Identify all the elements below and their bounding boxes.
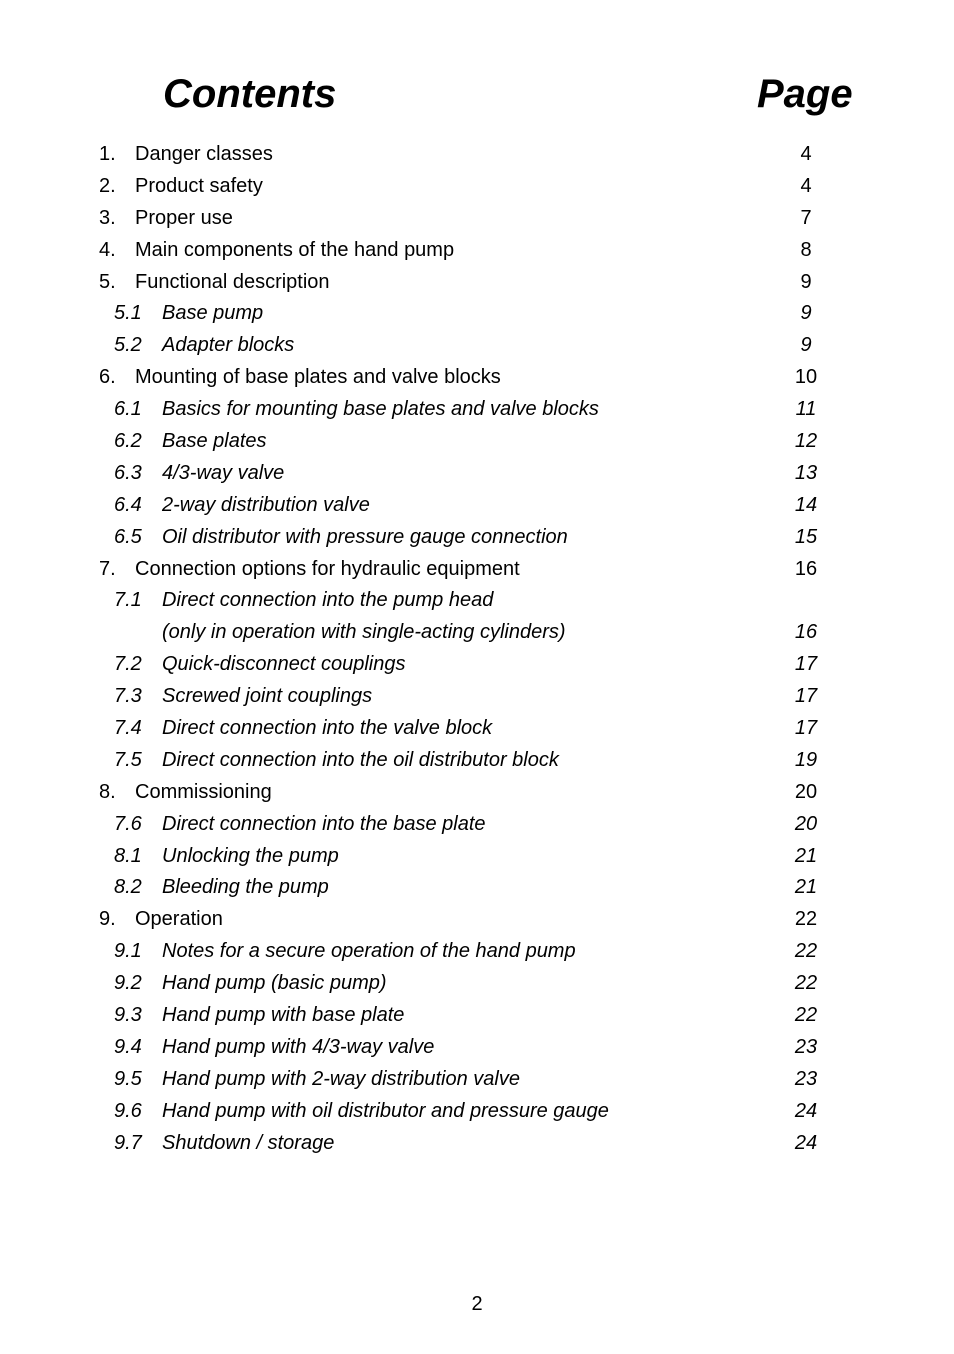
toc-entry-number: 2. (99, 174, 116, 197)
toc-entry-title: Hand pump with 4/3-way valve (162, 1035, 435, 1058)
toc-entry-title: Proper use (135, 206, 233, 229)
toc-entry (0, 394, 954, 426)
toc-entry (0, 1128, 954, 1160)
toc-entry-title: Shutdown / storage (162, 1131, 335, 1154)
contents-heading: Contents (163, 72, 337, 116)
toc-entry (0, 490, 954, 522)
toc-entry-page: 22 (794, 1004, 818, 1027)
toc-entry-title: Hand pump with base plate (162, 1004, 405, 1027)
toc-entry-number: 9.6 (114, 1099, 142, 1122)
toc-entry-page: 21 (794, 876, 818, 899)
page-column-heading: Page (757, 72, 853, 116)
toc-entry-number: 7. (99, 557, 116, 580)
toc-entry (0, 809, 954, 841)
toc-entry-page: 17 (794, 717, 818, 740)
toc-entry-page: 16 (794, 557, 818, 580)
toc-entry-title: Product safety (135, 174, 263, 197)
toc-entry-page: 23 (794, 1035, 818, 1058)
toc-entry (0, 522, 954, 554)
toc-entry (0, 235, 954, 267)
toc-entry-number: 3. (99, 206, 116, 229)
toc-entry (0, 713, 954, 745)
toc-entry-title: 2-way distribution valve (162, 493, 370, 516)
toc-entry-number: 9.1 (114, 940, 142, 963)
toc-entry-page: 22 (794, 940, 818, 963)
toc-entry (0, 1096, 954, 1128)
toc-entry (0, 362, 954, 394)
toc-entry-title: 4/3-way valve (162, 461, 285, 484)
toc-entry-page: 12 (794, 430, 818, 453)
toc-entry (0, 585, 954, 617)
toc-entry-title: Basics for mounting base plates and valve blocks (162, 398, 599, 421)
toc-entry-title: Screwed joint couplings (162, 685, 373, 708)
toc-entry-number: 9.7 (114, 1131, 142, 1154)
toc-entry-number: 5. (99, 270, 116, 293)
toc-entry-number: 9.3 (114, 1004, 142, 1027)
toc-entry-number: 6.2 (114, 430, 142, 453)
toc-entry-number: 7.5 (114, 748, 142, 771)
toc-entry-page: 24 (794, 1099, 818, 1122)
toc-entry-title: Base pump (162, 302, 264, 325)
toc-entry-title: Connection options for hydraulic equipment (135, 557, 520, 580)
toc-entry (0, 872, 954, 904)
toc-entry (0, 777, 954, 809)
toc-entry-number: 4. (99, 238, 116, 261)
toc-entry (0, 298, 954, 330)
toc-entry-number: 5.2 (114, 334, 142, 357)
toc-entry (0, 1032, 954, 1064)
toc-entry-number: 9. (99, 908, 116, 931)
toc-entry (0, 330, 954, 362)
toc-entry-number: 9.4 (114, 1035, 142, 1058)
toc-entry-page: 19 (794, 748, 818, 771)
toc-entry (0, 171, 954, 203)
toc-entry-title: Mounting of base plates and valve blocks (135, 366, 501, 389)
toc-entry (0, 841, 954, 873)
toc-entry-number: 7.1 (114, 589, 142, 612)
toc-entry-title: Danger classes (135, 143, 273, 165)
toc-entry-page: 15 (794, 525, 818, 548)
toc-entry-title: Direct connection into the valve block (162, 717, 493, 740)
toc-entry-page: 8 (800, 238, 812, 261)
toc-entry-page: 9 (800, 334, 812, 357)
toc-entry-page: 17 (794, 653, 818, 676)
toc-entry-title: Direct connection into the pump head (162, 589, 494, 612)
toc-entry-number: 7.2 (114, 653, 142, 676)
toc-entry-title: (only in operation with single-acting cylinders) (162, 621, 566, 644)
toc-entry-title: Hand pump with 2-way distribution valve (162, 1067, 520, 1090)
toc-entry (0, 458, 954, 490)
toc-entry (0, 267, 954, 299)
toc-entry (0, 139, 954, 171)
toc-entry-number: 6.5 (114, 525, 142, 548)
toc-entry-number: 5.1 (114, 302, 142, 325)
toc-entry-page: 21 (794, 844, 818, 867)
toc-entry-number: 7.3 (114, 685, 142, 708)
toc-entry-title: Main components of the hand pump (135, 238, 455, 261)
toc-entry-page: 16 (794, 621, 818, 644)
toc-entry-title: Adapter blocks (162, 334, 295, 357)
toc-entry-title: Hand pump (basic pump) (162, 972, 387, 995)
toc-entry-page: 11 (795, 398, 817, 421)
toc-entry-number: 9.2 (114, 972, 142, 995)
toc-entry-title: Quick-disconnect couplings (162, 653, 406, 676)
toc-entry (0, 681, 954, 713)
toc-entry-title: Operation (135, 908, 223, 931)
toc-entry (0, 1064, 954, 1096)
toc-entry-number: 7.6 (114, 812, 142, 835)
toc-entry-title: Commissioning (135, 780, 272, 803)
toc-entry-number: 6. (99, 366, 116, 389)
toc-entry-title: Base plates (162, 430, 267, 453)
toc-entry-number: 6.3 (114, 461, 142, 484)
toc-entry (0, 203, 954, 235)
toc-entry-page: 20 (794, 780, 818, 803)
toc-entry (0, 426, 954, 458)
toc-entry (0, 968, 954, 1000)
toc-entry (0, 649, 954, 681)
toc-entry-page: 9 (800, 270, 812, 293)
toc-entry-number: 6.1 (114, 398, 142, 421)
toc-entry-page: 14 (794, 493, 818, 516)
toc-entry-page: 13 (794, 461, 818, 484)
toc-entry (0, 936, 954, 968)
toc-entry-number: 7.4 (114, 717, 142, 740)
toc-entry (0, 1000, 954, 1032)
toc-entry (0, 617, 954, 649)
table-of-contents (0, 139, 954, 1160)
toc-entry-page: 23 (794, 1067, 818, 1090)
toc-entry-page: 24 (794, 1131, 818, 1154)
toc-entry-title: Oil distributor with pressure gauge connection (162, 525, 568, 548)
toc-entry (0, 904, 954, 936)
toc-entry-number: 8.2 (114, 876, 142, 899)
toc-entry-page: 17 (794, 685, 818, 708)
toc-entry-number: 1. (99, 143, 116, 165)
toc-entry (0, 554, 954, 586)
toc-entry-number: 9.5 (114, 1067, 142, 1090)
toc-entry-page: 22 (794, 908, 818, 931)
toc-entry-page: 10 (794, 366, 818, 389)
toc-entry-title: Direct connection into the oil distributor block (162, 748, 559, 771)
toc-entry-title: Notes for a secure operation of the hand pump (162, 940, 576, 963)
toc-entry-number: 6.4 (114, 493, 142, 516)
toc-entry-page: 4 (800, 174, 812, 197)
toc-entry-page: 7 (800, 206, 812, 229)
toc-entry-title: Bleeding the pump (162, 876, 329, 899)
toc-entry (0, 745, 954, 777)
page-number-footer: 2 (471, 1293, 483, 1315)
toc-entry-page: 22 (794, 972, 818, 995)
toc-entry-title: Direct connection into the base plate (162, 812, 486, 835)
toc-entry-page: 9 (800, 302, 812, 325)
toc-entry-title: Functional description (135, 270, 330, 293)
toc-entry-number: 8.1 (114, 844, 142, 867)
toc-entry-title: Hand pump with oil distributor and pressure gauge (162, 1099, 609, 1122)
toc-entry-page: 20 (794, 812, 818, 835)
toc-entry-title: Unlocking the pump (162, 844, 339, 867)
toc-entry-page: 4 (800, 143, 812, 165)
toc-entry-number: 8. (99, 780, 116, 803)
